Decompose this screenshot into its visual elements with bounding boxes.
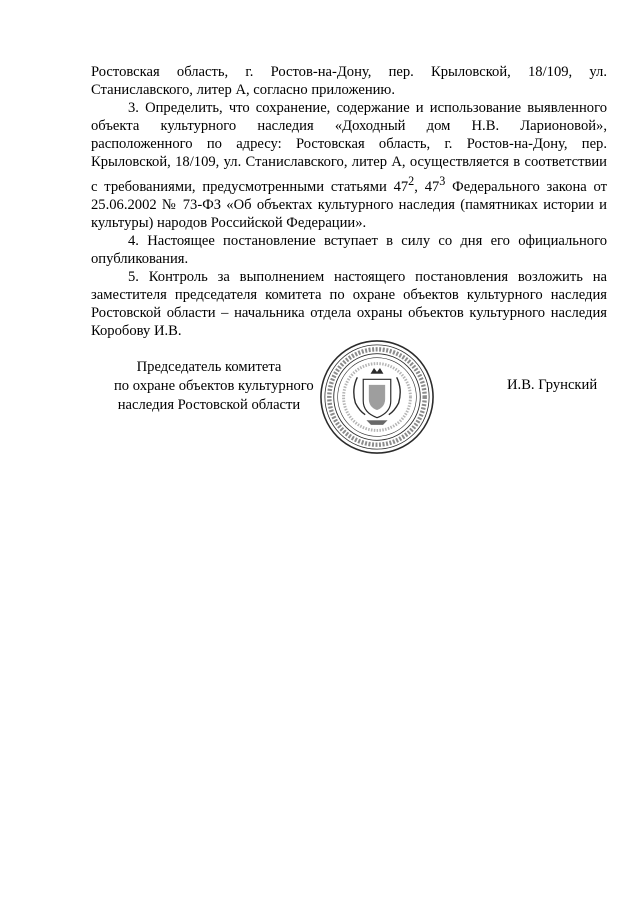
paragraph-3-separator: , 47	[414, 178, 440, 195]
signatory-title-line-1: Председатель комитета	[136, 359, 282, 375]
paragraph-3-tail: Федерального закона от 25.06.2002 № 73-ФЗ «Об объектах культурного наследия (памятниках истории и культуры) народов Российской Федерации».	[91, 178, 608, 231]
signatory-title-line-3: наследия Ростовской области	[117, 397, 301, 413]
official-seal-icon	[318, 338, 436, 456]
signatory-title	[114, 358, 314, 415]
signatory-title-line-2: по охране объектов культурного	[114, 378, 314, 394]
paragraph-3	[91, 99, 607, 232]
signature-block	[0, 338, 640, 458]
paragraph-5: 5. Контроль за выполнением настоящего постановления возложить на заместителя председателя комитета по охране объектов культурного наследия Ростовской области – начальника отдела охраны объектов культурного наследия Коробову И.В.	[91, 268, 607, 340]
paragraph-3-text: 3. Определить, что сохранение, содержание и использование выявленного объекта культурного наследия «Доходный дом Н.В. Ларионовой», расположенного по адресу: Ростовская область, г. Ростов-на-Дону, пер. Крыловской, 18/109, ул. Станиславского, литер А, осуществляется в соответствии с требованиями, предусмотренными статьями 47	[91, 100, 607, 195]
signatory-name: И.В. Грунский	[507, 377, 598, 393]
paragraph-3-superscript-1: 2	[408, 173, 415, 188]
paragraph-3-superscript-2: 3	[439, 173, 446, 188]
paragraph-address-continuation: Ростовская область, г. Ростов-на-Дону, пер. Крыловской, 18/109, ул. Станиславского, литер А, согласно приложению.	[91, 64, 607, 99]
paragraph-4: 4. Настоящее постановление вступает в силу со дня его официального опубликования.	[91, 232, 607, 267]
document-body	[91, 63, 607, 340]
